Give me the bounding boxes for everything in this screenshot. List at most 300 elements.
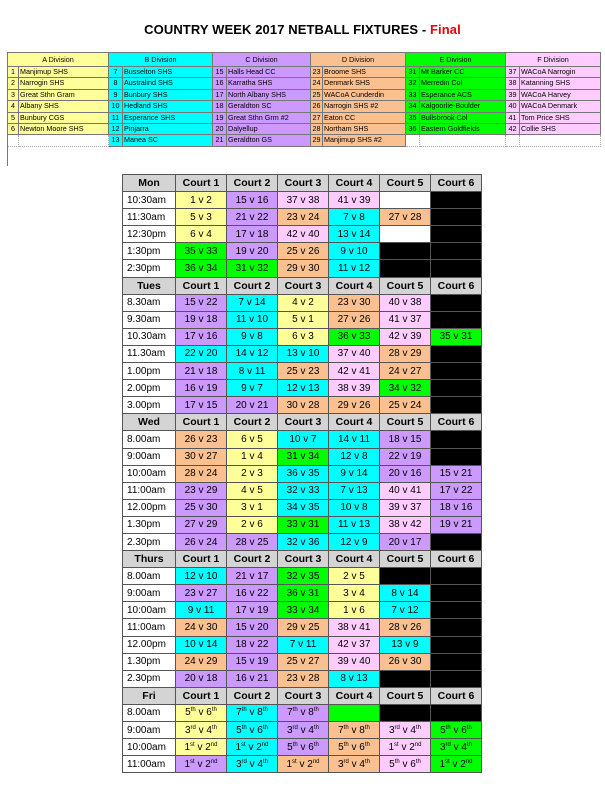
- match-cell: 9 v 8: [227, 328, 278, 345]
- match-cell: 40 v 38: [380, 294, 431, 311]
- division-team-number: 6: [8, 124, 19, 135]
- match-cell: 17 v 22: [431, 482, 482, 499]
- time-slot: 12:30pm: [123, 226, 176, 243]
- division-team-number: 40: [506, 101, 520, 112]
- division-team-name: Geraldton GS: [227, 135, 311, 146]
- division-team-name: Katanning SHS: [520, 78, 601, 89]
- match-cell: 25 v 26: [278, 243, 329, 260]
- division-team-name: Esperance ACS: [420, 90, 506, 101]
- match-cell: 35 v 31: [431, 328, 482, 345]
- match-cell: [227, 704, 278, 721]
- division-team-number: 7: [109, 67, 123, 78]
- match-cell: [380, 739, 431, 756]
- division-team-name: Busselton SHS: [123, 67, 213, 78]
- match-label: 5th v 6th: [389, 758, 421, 770]
- match-cell: 9 v 10: [329, 243, 380, 260]
- division-team-number: 36: [406, 124, 420, 135]
- court-header: Court 4: [329, 277, 380, 294]
- fixture-row: [123, 345, 482, 362]
- match-cell: [431, 722, 482, 739]
- match-cell: 17 v 19: [227, 602, 278, 619]
- time-slot: 11.30am: [123, 345, 176, 362]
- division-team-number: 13: [109, 135, 123, 146]
- division-team-name: Narrogin SHS: [19, 78, 109, 89]
- match-cell: [329, 756, 380, 773]
- match-cell: 23 v 27: [176, 585, 227, 602]
- day-name: Mon: [123, 175, 176, 192]
- match-cell: 10 v 14: [176, 636, 227, 653]
- match-cell: 13 v 14: [329, 226, 380, 243]
- division-team-number: 19: [213, 113, 227, 124]
- division-team-name: Narrogin SHS #2: [323, 101, 406, 112]
- court-header: Court 6: [431, 687, 482, 704]
- match-cell: [329, 739, 380, 756]
- match-cell: 16 v 22: [227, 585, 278, 602]
- unused-court-cell: [431, 363, 482, 380]
- match-cell: 20 v 17: [380, 533, 431, 550]
- empty-cell: [19, 135, 109, 146]
- division-team-number: 3: [8, 90, 19, 101]
- match-cell: 33 v 34: [278, 602, 329, 619]
- court-header: Court 1: [176, 687, 227, 704]
- time-slot: 1:30pm: [123, 243, 176, 260]
- match-cell: 29 v 26: [329, 397, 380, 414]
- match-cell: 7 v 14: [227, 294, 278, 311]
- match-cell: 5 v 3: [176, 209, 227, 226]
- division-team-number: 31: [406, 67, 420, 78]
- time-slot: 11:30am: [123, 209, 176, 226]
- time-slot: 11:00am: [123, 756, 176, 773]
- time-slot: 1.30pm: [123, 653, 176, 670]
- match-cell: 28 v 29: [380, 345, 431, 362]
- court-header: Court 2: [227, 687, 278, 704]
- match-cell: 19 v 21: [431, 516, 482, 533]
- division-team-name: Manea SC: [123, 135, 213, 146]
- court-header: Court 1: [176, 277, 227, 294]
- court-header: Court 4: [329, 551, 380, 568]
- division-team-name: Merredin Col: [420, 78, 506, 89]
- match-cell: 21 v 17: [227, 568, 278, 585]
- match-cell: [278, 722, 329, 739]
- unused-court-cell: [431, 243, 482, 260]
- court-header: Court 3: [278, 551, 329, 568]
- unused-court-cell: [431, 431, 482, 448]
- match-cell: 30 v 27: [176, 448, 227, 465]
- match-cell: 23 v 30: [329, 294, 380, 311]
- fixture-row: [123, 636, 482, 653]
- match-cell: 25 v 24: [380, 397, 431, 414]
- unused-court-cell: [380, 704, 431, 721]
- match-cell: 16 v 21: [227, 670, 278, 687]
- match-cell: 26 v 24: [176, 533, 227, 550]
- division-team-number: 38: [506, 78, 520, 89]
- division-team-number: 16: [213, 78, 227, 89]
- match-cell: 16 v 19: [176, 380, 227, 397]
- time-slot: 12.00pm: [123, 636, 176, 653]
- match-cell: 24 v 27: [380, 363, 431, 380]
- match-cell: 19 v 18: [176, 311, 227, 328]
- fixture-row: [123, 260, 482, 277]
- match-cell: 36 v 33: [329, 328, 380, 345]
- court-header: Court 1: [176, 175, 227, 192]
- match-cell: 9 v 11: [176, 602, 227, 619]
- fixture-row: [123, 209, 482, 226]
- time-slot: 10:00am: [123, 465, 176, 482]
- unused-court-cell: [431, 533, 482, 550]
- match-cell: 22 v 19: [380, 448, 431, 465]
- fixture-row: [123, 294, 482, 311]
- fixture-row: [123, 226, 482, 243]
- empty-cell: [520, 135, 601, 146]
- match-label: 1st v 2nd: [235, 741, 269, 753]
- division-header: F Division: [506, 53, 601, 67]
- match-cell: 24 v 29: [176, 653, 227, 670]
- time-slot: 10:00am: [123, 602, 176, 619]
- unused-court-cell: [380, 568, 431, 585]
- match-cell: 14 v 12: [227, 345, 278, 362]
- time-slot: 1.30pm: [123, 516, 176, 533]
- division-team-number: 15: [213, 67, 227, 78]
- division-team-name: Geraldton SC: [227, 101, 311, 112]
- division-team-number: 8: [109, 78, 123, 89]
- court-header: Court 2: [227, 277, 278, 294]
- match-cell: 25 v 27: [278, 653, 329, 670]
- division-team-number: 35: [406, 113, 420, 124]
- match-cell: 11 v 12: [329, 260, 380, 277]
- day-header-row: [123, 414, 482, 431]
- match-cell: 21 v 22: [227, 209, 278, 226]
- match-cell: [227, 756, 278, 773]
- match-cell: [176, 739, 227, 756]
- division-team-number: 5: [8, 113, 19, 124]
- match-cell: 32 v 35: [278, 568, 329, 585]
- match-cell: [176, 722, 227, 739]
- match-cell: 6 v 4: [176, 226, 227, 243]
- unused-court-cell: [431, 670, 482, 687]
- court-header: Court 4: [329, 414, 380, 431]
- divisions-table: [7, 52, 601, 166]
- fixture-row: [123, 328, 482, 345]
- match-cell: 35 v 33: [176, 243, 227, 260]
- fixture-row: [123, 704, 482, 721]
- division-team-name: Eastern Goldfields: [420, 124, 506, 135]
- match-cell: 2 v 6: [227, 516, 278, 533]
- time-slot: 8.00am: [123, 704, 176, 721]
- match-cell: 4 v 5: [227, 482, 278, 499]
- division-header: C Division: [213, 53, 311, 67]
- match-cell: 21 v 18: [176, 363, 227, 380]
- court-header: Court 3: [278, 175, 329, 192]
- match-cell: 38 v 41: [329, 619, 380, 636]
- fixture-row: [123, 568, 482, 585]
- match-cell: 41 v 39: [329, 192, 380, 209]
- match-label: 1st v 2nd: [184, 741, 218, 753]
- match-cell: 13 v 10: [278, 345, 329, 362]
- unused-court-cell: [431, 568, 482, 585]
- match-cell: 8 v 14: [380, 585, 431, 602]
- time-slot: 9:00am: [123, 722, 176, 739]
- match-cell: 5 v 1: [278, 311, 329, 328]
- match-cell: [380, 192, 431, 209]
- match-cell: 27 v 26: [329, 311, 380, 328]
- court-header: Court 5: [380, 414, 431, 431]
- match-cell: [176, 704, 227, 721]
- court-header: Court 6: [431, 175, 482, 192]
- division-team-name: Tom Price SHS: [520, 113, 601, 124]
- time-slot: 8.30am: [123, 294, 176, 311]
- empty-cell: [420, 135, 506, 146]
- unused-court-cell: [431, 345, 482, 362]
- match-cell: 15 v 19: [227, 653, 278, 670]
- match-cell: 39 v 40: [329, 653, 380, 670]
- day-name: Wed: [123, 414, 176, 431]
- division-team-number: 41: [506, 113, 520, 124]
- division-team-number: 33: [406, 90, 420, 101]
- match-cell: 12 v 13: [278, 380, 329, 397]
- match-label: 5th v 6th: [236, 724, 268, 736]
- match-cell: 31 v 32: [227, 260, 278, 277]
- match-cell: 18 v 22: [227, 636, 278, 653]
- court-header: Court 4: [329, 687, 380, 704]
- unused-court-cell: [431, 311, 482, 328]
- match-cell: 29 v 30: [278, 260, 329, 277]
- match-cell: 26 v 30: [380, 653, 431, 670]
- division-header: D Division: [311, 53, 406, 67]
- match-cell: 20 v 16: [380, 465, 431, 482]
- division-team-name: Mt Barker CC: [420, 67, 506, 78]
- division-team-name: Northam SHS: [323, 124, 406, 135]
- match-cell: [278, 756, 329, 773]
- match-cell: 15 v 20: [227, 619, 278, 636]
- time-slot: 1.00pm: [123, 363, 176, 380]
- court-header: Court 3: [278, 414, 329, 431]
- court-header: Court 3: [278, 277, 329, 294]
- unused-court-cell: [431, 636, 482, 653]
- match-cell: 23 v 29: [176, 482, 227, 499]
- match-cell: 39 v 37: [380, 499, 431, 516]
- match-cell: 14 v 11: [329, 431, 380, 448]
- day-header-row: [123, 175, 482, 192]
- day-name: Tues: [123, 277, 176, 294]
- match-cell: 1 v 6: [329, 602, 380, 619]
- match-label: 3rd v 4th: [388, 724, 422, 736]
- match-cell: 38 v 39: [329, 380, 380, 397]
- court-header: Court 2: [227, 175, 278, 192]
- match-cell: [176, 756, 227, 773]
- division-team-name: Great Sthn Grm #2: [227, 113, 311, 124]
- empty-cell: [8, 135, 19, 146]
- fixture-row: [123, 722, 482, 739]
- match-cell: 38 v 42: [380, 516, 431, 533]
- fixture-row: [123, 499, 482, 516]
- unused-court-cell: [431, 294, 482, 311]
- match-cell: [329, 704, 380, 721]
- match-cell: 3 v 4: [329, 585, 380, 602]
- match-cell: 28 v 24: [176, 465, 227, 482]
- fixture-row: [123, 243, 482, 260]
- division-team-name: Eaton CC: [323, 113, 406, 124]
- match-cell: [278, 704, 329, 721]
- division-team-number: 9: [109, 90, 123, 101]
- time-slot: 3.00pm: [123, 397, 176, 414]
- match-label: 7th v 8th: [236, 707, 268, 719]
- day-header-row: [123, 551, 482, 568]
- fixture-row: [123, 380, 482, 397]
- match-cell: 34 v 32: [380, 380, 431, 397]
- fixture-row: [123, 431, 482, 448]
- division-team-name: WACoA Cunderdin: [323, 90, 406, 101]
- fixture-row: [123, 311, 482, 328]
- page-title: COUNTRY WEEK 2017 NETBALL FIXTURES - Final: [144, 22, 461, 37]
- division-team-number: 34: [406, 101, 420, 112]
- match-cell: [380, 722, 431, 739]
- division-team-number: 28: [311, 124, 323, 135]
- time-slot: 12.00pm: [123, 499, 176, 516]
- division-team-name: Australind SHS: [123, 78, 213, 89]
- division-team-name: Albany SHS: [19, 101, 109, 112]
- match-cell: [278, 739, 329, 756]
- fixture-row: [123, 619, 482, 636]
- time-slot: 2:30pm: [123, 260, 176, 277]
- match-label: 7th v 8th: [338, 724, 370, 736]
- match-cell: 1 v 4: [227, 448, 278, 465]
- match-cell: 7 v 11: [278, 636, 329, 653]
- time-slot: 10.30am: [123, 328, 176, 345]
- division-team-number: 26: [311, 101, 323, 112]
- match-cell: 20 v 21: [227, 397, 278, 414]
- division-team-name: Bunbury CGS: [19, 113, 109, 124]
- division-team-name: Great Sthn Gram: [19, 90, 109, 101]
- court-header: Court 4: [329, 175, 380, 192]
- match-label: 7th v 8th: [287, 707, 319, 719]
- match-cell: 17 v 18: [227, 226, 278, 243]
- time-slot: 8.00am: [123, 568, 176, 585]
- unused-court-cell: [431, 619, 482, 636]
- court-header: Court 6: [431, 277, 482, 294]
- match-cell: 32 v 33: [278, 482, 329, 499]
- unused-court-cell: [431, 704, 482, 721]
- court-header: Court 6: [431, 414, 482, 431]
- division-team-number: 20: [213, 124, 227, 135]
- match-cell: 36 v 34: [176, 260, 227, 277]
- court-header: Court 5: [380, 175, 431, 192]
- match-label: 3rd v 4th: [235, 758, 269, 770]
- match-cell: 9 v 7: [227, 380, 278, 397]
- division-team-number: 11: [109, 113, 123, 124]
- match-label: 5th v 6th: [185, 707, 217, 719]
- time-slot: 8.00am: [123, 431, 176, 448]
- fixture-row: [123, 585, 482, 602]
- court-header: Court 1: [176, 551, 227, 568]
- fixture-row: [123, 482, 482, 499]
- unused-court-cell: [431, 192, 482, 209]
- match-cell: 7 v 12: [380, 602, 431, 619]
- fixture-row: [123, 465, 482, 482]
- time-slot: 10:00am: [123, 739, 176, 756]
- division-team-number: 42: [506, 124, 520, 135]
- match-cell: [227, 722, 278, 739]
- match-cell: 10 v 7: [278, 431, 329, 448]
- match-cell: [329, 722, 380, 739]
- match-cell: 27 v 28: [380, 209, 431, 226]
- division-team-number: 2: [8, 78, 19, 89]
- empty-cell: [506, 135, 520, 146]
- match-cell: 26 v 23: [176, 431, 227, 448]
- division-team-name: Broome SHS: [323, 67, 406, 78]
- division-team-name: WACoA Harvey: [520, 90, 601, 101]
- unused-court-cell: [431, 448, 482, 465]
- time-slot: 2.00pm: [123, 380, 176, 397]
- match-cell: 42 v 39: [380, 328, 431, 345]
- match-label: 1st v 2nd: [388, 741, 422, 753]
- match-label: 5th v 6th: [338, 741, 370, 753]
- fixture-row: [123, 756, 482, 773]
- match-cell: 27 v 29: [176, 516, 227, 533]
- match-cell: 37 v 40: [329, 345, 380, 362]
- day-name: Thurs: [123, 551, 176, 568]
- fixture-row: [123, 363, 482, 380]
- division-team-name: Pinjarra: [123, 124, 213, 135]
- match-cell: 4 v 2: [278, 294, 329, 311]
- division-header: B Division: [109, 53, 213, 67]
- match-cell: 6 v 3: [278, 328, 329, 345]
- court-header: Court 2: [227, 414, 278, 431]
- time-slot: 2.30pm: [123, 670, 176, 687]
- match-cell: 8 v 13: [329, 670, 380, 687]
- division-team-number: 27: [311, 113, 323, 124]
- fixtures-schedule: [122, 174, 482, 773]
- division-team-number: 32: [406, 78, 420, 89]
- court-header: Court 3: [278, 687, 329, 704]
- match-cell: 28 v 26: [380, 619, 431, 636]
- match-label: 3rd v 4th: [439, 741, 473, 753]
- match-cell: [431, 756, 482, 773]
- fixture-row: [123, 516, 482, 533]
- match-cell: 7 v 8: [329, 209, 380, 226]
- fixture-row: [123, 670, 482, 687]
- court-header: Court 2: [227, 551, 278, 568]
- division-team-number: 24: [311, 78, 323, 89]
- time-slot: 2.30pm: [123, 533, 176, 550]
- match-cell: 17 v 16: [176, 328, 227, 345]
- division-team-name: Collie SHS: [520, 124, 601, 135]
- title-final-label: Final: [430, 22, 461, 37]
- match-cell: 7 v 13: [329, 482, 380, 499]
- match-label: 3rd v 4th: [184, 724, 218, 736]
- match-cell: 42 v 40: [278, 226, 329, 243]
- match-cell: 20 v 18: [176, 670, 227, 687]
- division-team-number: 12: [109, 124, 123, 135]
- match-cell: 24 v 30: [176, 619, 227, 636]
- unused-court-cell: [431, 380, 482, 397]
- division-team-number: 21: [213, 135, 227, 146]
- match-cell: 15 v 16: [227, 192, 278, 209]
- match-cell: 18 v 15: [380, 431, 431, 448]
- division-team-name: Hedland SHS: [123, 101, 213, 112]
- division-team-name: Newton Moore SHS: [19, 124, 109, 135]
- match-cell: 34 v 35: [278, 499, 329, 516]
- match-cell: 11 v 10: [227, 311, 278, 328]
- match-cell: 33 v 31: [278, 516, 329, 533]
- unused-court-cell: [431, 260, 482, 277]
- unused-court-cell: [431, 226, 482, 243]
- match-cell: 29 v 25: [278, 619, 329, 636]
- division-team-number: 29: [311, 135, 323, 146]
- division-team-name: Bunbury SHS: [123, 90, 213, 101]
- match-cell: 28 v 25: [227, 533, 278, 550]
- match-label: 1st v 2nd: [439, 758, 473, 770]
- division-team-name: WACoA Denmark: [520, 101, 601, 112]
